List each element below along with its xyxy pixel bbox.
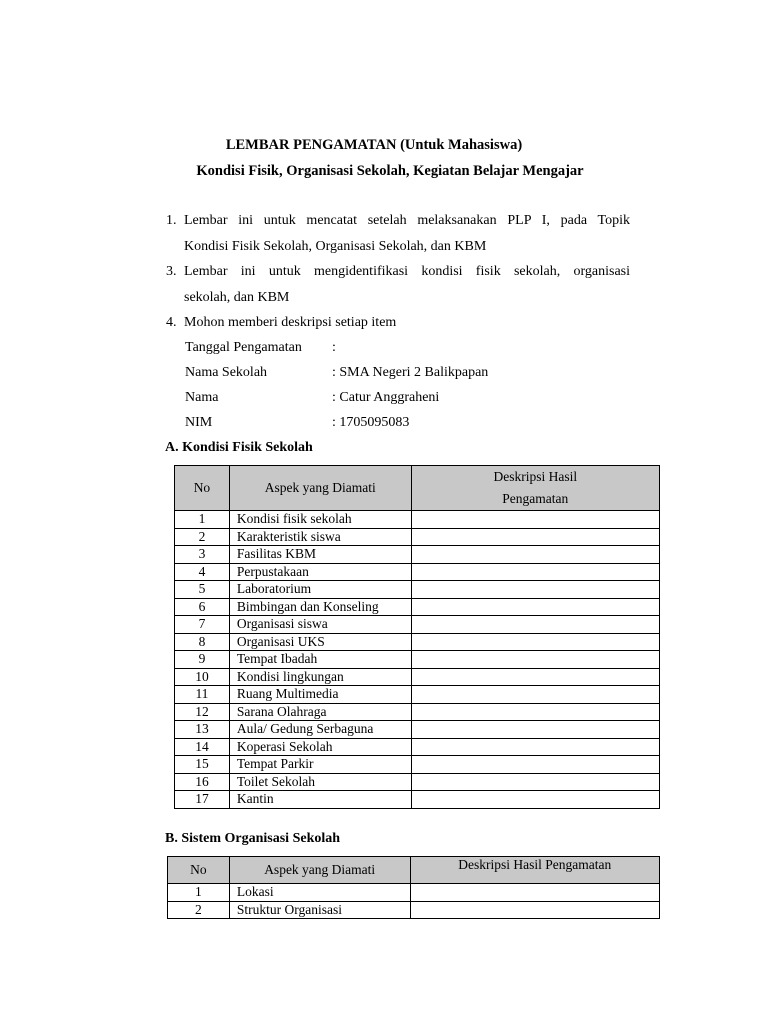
row-number: 3 <box>175 546 230 564</box>
section-b-heading: B. Sistem Organisasi Sekolah <box>165 831 341 846</box>
document-title <box>0 137 758 154</box>
row-aspek: Ruang Multimedia <box>229 686 411 704</box>
row-number: 12 <box>175 703 230 721</box>
instruction-number: 4. <box>166 315 177 330</box>
table-row <box>175 528 660 546</box>
row-number: 16 <box>175 773 230 791</box>
info-value: : SMA Negeri 2 Balikpapan <box>332 365 489 380</box>
table-row <box>175 738 660 756</box>
row-number: 15 <box>175 756 230 774</box>
row-aspek: Kondisi fisik sekolah <box>229 511 411 529</box>
header-deskripsi-line-1: Deskripsi Hasil <box>493 469 578 484</box>
header-no: No <box>175 466 230 511</box>
kondisi-fisik-table <box>174 465 660 809</box>
row-number: 13 <box>175 721 230 739</box>
row-aspek: Karakteristik siswa <box>229 528 411 546</box>
row-deskripsi[interactable] <box>411 511 659 529</box>
row-number: 1 <box>168 884 230 902</box>
row-number: 2 <box>175 528 230 546</box>
title-line-2: Kondisi Fisik, Organisasi Sekolah, Kegiatan Belajar Mengajar <box>196 163 584 179</box>
header-deskripsi <box>411 466 659 511</box>
row-deskripsi[interactable] <box>411 581 659 599</box>
title-line-1: LEMBAR PENGAMATAN (Untuk Mahasiswa) <box>225 137 523 153</box>
organisasi-sekolah-table <box>167 856 660 919</box>
header-aspek: Aspek yang Diamati <box>229 466 411 511</box>
table-row <box>175 651 660 669</box>
row-number: 6 <box>175 598 230 616</box>
table-row <box>175 721 660 739</box>
row-deskripsi[interactable] <box>411 721 659 739</box>
row-deskripsi[interactable] <box>411 686 659 704</box>
row-deskripsi[interactable] <box>411 616 659 634</box>
instruction-number: 1. <box>166 213 177 228</box>
row-number: 14 <box>175 738 230 756</box>
row-number: 10 <box>175 668 230 686</box>
row-aspek: Kondisi lingkungan <box>229 668 411 686</box>
row-aspek: Perpustakaan <box>229 563 411 581</box>
table-row <box>175 668 660 686</box>
table-row <box>175 773 660 791</box>
table-row <box>175 616 660 634</box>
instruction-item <box>166 208 630 259</box>
row-aspek: Organisasi siswa <box>229 616 411 634</box>
instruction-text-continued: Kondisi Fisik Sekolah, Organisasi Sekolah, dan KBM <box>184 238 487 254</box>
table-row <box>168 901 660 919</box>
row-aspek: Struktur Organisasi <box>229 901 410 919</box>
row-aspek: Fasilitas KBM <box>229 546 411 564</box>
row-aspek: Koperasi Sekolah <box>229 738 411 756</box>
instruction-text: Lembar ini untuk mencatat setelah melaksanakan PLP I, pada Topik <box>184 213 630 228</box>
instruction-text: Lembar ini untuk mengidentifikasi kondisi fisik sekolah, organisasi <box>184 264 630 279</box>
instruction-number: 3. <box>166 264 177 279</box>
header-deskripsi-line-2: Pengamatan <box>502 491 569 506</box>
row-deskripsi[interactable] <box>411 738 659 756</box>
section-a-heading: A. Kondisi Fisik Sekolah <box>165 440 313 455</box>
table-row <box>175 563 660 581</box>
row-deskripsi[interactable] <box>411 563 659 581</box>
row-deskripsi[interactable] <box>411 791 659 809</box>
row-deskripsi[interactable] <box>411 546 659 564</box>
row-number: 1 <box>175 511 230 529</box>
row-deskripsi[interactable] <box>411 756 659 774</box>
row-aspek: Laboratorium <box>229 581 411 599</box>
table-row <box>175 581 660 599</box>
info-value: : 1705095083 <box>332 415 410 430</box>
row-number: 5 <box>175 581 230 599</box>
instruction-item <box>166 310 630 336</box>
table-row <box>175 511 660 529</box>
info-value: : <box>332 340 336 355</box>
table-header-row <box>168 857 660 884</box>
row-aspek: Lokasi <box>229 884 410 902</box>
row-deskripsi[interactable] <box>411 633 659 651</box>
row-deskripsi[interactable] <box>411 598 659 616</box>
row-aspek: Aula/ Gedung Serbaguna <box>229 721 411 739</box>
instruction-text: Mohon memberi deskripsi setiap item <box>184 315 397 330</box>
table-row <box>168 884 660 902</box>
table-row <box>175 686 660 704</box>
header-deskripsi: Deskripsi Hasil Pengamatan <box>410 857 659 884</box>
row-deskripsi[interactable] <box>411 668 659 686</box>
table-row <box>175 791 660 809</box>
row-deskripsi[interactable] <box>411 703 659 721</box>
document-subtitle <box>6 163 768 180</box>
info-label: Tanggal Pengamatan <box>185 340 302 355</box>
table-row <box>175 633 660 651</box>
row-aspek: Bimbingan dan Konseling <box>229 598 411 616</box>
row-deskripsi[interactable] <box>411 651 659 669</box>
row-aspek: Kantin <box>229 791 411 809</box>
table-row <box>175 703 660 721</box>
row-deskripsi[interactable] <box>411 528 659 546</box>
row-number: 17 <box>175 791 230 809</box>
row-aspek: Tempat Ibadah <box>229 651 411 669</box>
row-number: 8 <box>175 633 230 651</box>
table-header-row <box>175 466 660 511</box>
info-label: Nama <box>185 390 219 405</box>
table-row <box>175 598 660 616</box>
table-row <box>175 546 660 564</box>
table-row <box>175 756 660 774</box>
row-aspek: Tempat Parkir <box>229 756 411 774</box>
instruction-item <box>166 259 630 310</box>
row-aspek: Sarana Olahraga <box>229 703 411 721</box>
row-number: 11 <box>175 686 230 704</box>
row-deskripsi[interactable] <box>410 901 659 919</box>
row-number: 4 <box>175 563 230 581</box>
info-label: Nama Sekolah <box>185 365 268 380</box>
row-number: 2 <box>168 901 230 919</box>
info-value: : Catur Anggraheni <box>332 390 440 405</box>
instruction-text-continued: sekolah, dan KBM <box>184 289 290 305</box>
header-no: No <box>168 857 230 884</box>
row-deskripsi[interactable] <box>411 773 659 791</box>
row-aspek: Toilet Sekolah <box>229 773 411 791</box>
info-label: NIM <box>185 415 213 430</box>
row-deskripsi[interactable] <box>410 884 659 902</box>
row-aspek: Organisasi UKS <box>229 633 411 651</box>
row-number: 9 <box>175 651 230 669</box>
header-aspek: Aspek yang Diamati <box>229 857 410 884</box>
row-number: 7 <box>175 616 230 634</box>
